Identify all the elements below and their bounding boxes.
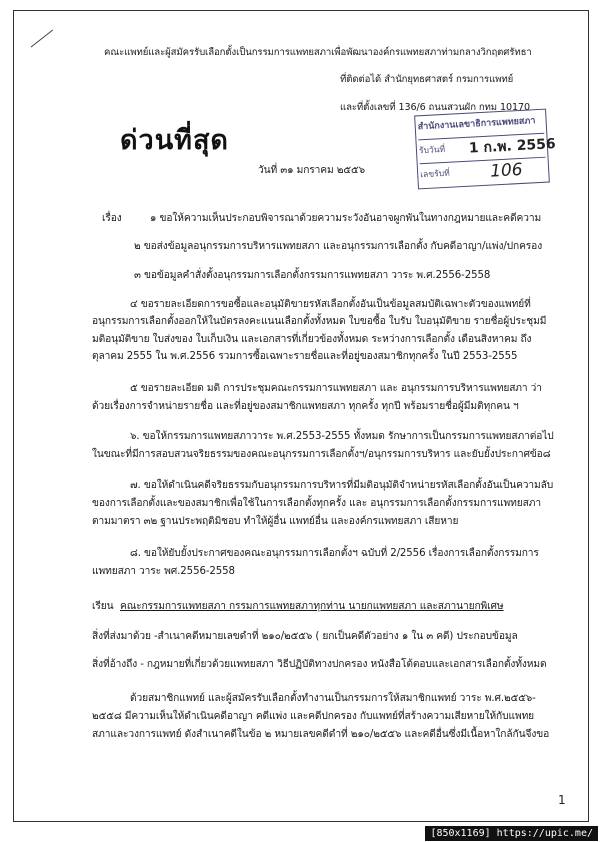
header-line-3: และที่ตั้งเลขที่ 136/6 ถนนสวนผัก กทม 10170 — [340, 102, 530, 113]
page-number: 1 — [558, 793, 566, 807]
body-line-1: ด้วยสมาชิกแพทย์ และผู้สมัครรับเลือกตั้งทำงานเป็นกรรมการให้สมาชิกแพทย์ วาระ พ.ศ.๒๕๕๖- — [130, 693, 536, 704]
stamp-received-value: 1 ก.พ. 2556 — [468, 136, 557, 157]
addressee-label: เรียน — [92, 601, 114, 612]
stamp-received-label: รับวันที่ — [418, 144, 446, 157]
addressee-text: คณะกรรมการแพทยสภา กรรมการแพทยสภาทุกท่าน นายกแพทยสภา และสภานายกพิเศษ — [120, 601, 504, 612]
p6-line-1: ๖. ขอให้กรรมการแพทยสภาวาระ พ.ศ.2553-2555 ทั้งหมด รักษาการเป็นกรรมการแพทยสภาต่อไป — [130, 431, 554, 442]
stamp-number-label: เลขรับที่ — [420, 168, 451, 181]
p4-line-3: มติอนุมัติขาย ใบส่งของ ใบเก็บเงิน และเอกสารที่เกี่ยวข้องทั้งหมด ระหว่างการเลือกตั้ง เดือนสิงหาคม ถึง — [92, 334, 532, 345]
body-line-2: ๒๕๕๘ มีความเห็นให้ดำเนินคดีอาญา คดีแพ่ง และคดีปกครอง กับแพทย์ที่สร้างความเสียหายให้กับแพทย — [92, 711, 535, 722]
p7-line-2: ของการเลือกตั้งและของสมาชิกเพื่อใช้ในการเลือกตั้งทุกครั้ง และ อนุกรรมการเลือกตั้งกรรมการแพทยสภา — [92, 498, 541, 509]
p6-line-2: ในขณะที่มีการสอบสวนจริยธรรมของคณะอนุกรรมการเลือกตั้งฯ/อนุกรรมการบริหาร และยับยั้งประกาศข้อ๘ — [92, 449, 551, 460]
subject-item-1: ๑ ขอให้ความเห็นประกอบพิจารณาด้วยความระวังอันอาจผูกพันในทางกฎหมายและคดีความ — [150, 213, 542, 224]
p8-line-2: แพทยสภา วาระ พศ.2556-2558 — [92, 566, 235, 577]
p7-line-1: ๗. ขอให้ดำเนินคดีจริยธรรมกับอนุกรรมการบริหารที่มีมติอนุมัติจำหน่ายรหัสเลือกตั้งอันเป็นความลับ — [130, 480, 554, 491]
p7-line-3: ตามมาตรา ๓๒ ฐานประพฤติมิชอบ ทำให้ผู้อื่น แพทย์อื่น และองค์กรแพทยสภา เสียหาย — [92, 516, 459, 527]
subject-item-2: ๒ ขอส่งข้อมูลอนุกรรมการบริหารแพทยสภา และอนุกรรมการเลือกตั้ง กับคดีอาญา/แพ่ง/ปกครอง — [134, 241, 543, 252]
p4-line-2: อนุกรรมการเลือกตั้งออกให้ในบัตรลงคะแนนเลือกตั้งทั้งหมด ใบขอซื้อ ใบรับ ใบอนุมัติขาย รายชื่อผู้ประชุมมี — [92, 316, 547, 327]
p5-line-2: ด้วยเรื่องการจำหน่ายรายชื่อ และที่อยู่ของสมาชิกแพทยสภา ทุกครั้ง ทุกปี พร้อมรายชื่อผู้มีมติทุกคน ฯ — [92, 401, 519, 412]
p8-line-1: ๘. ขอให้ยับยั้งประกาศของคณะอนุกรรมการเลือกตั้งฯ ฉบับที่ 2/2556 เรื่องการเลือกตั้งกรรมการ — [130, 548, 539, 559]
urgent-title: ด่วนที่สุด — [120, 125, 229, 156]
p4-line-4: ตุลาคม 2555 ใน พ.ศ.2556 รวมการซื้อเฉพาะรายชื่อและที่อยู่ของสมาชิกทุกครั้ง ในปี 2553-2555 — [92, 351, 518, 362]
p4-line-1: ๔ ขอรายละเอียดการขอซื้อและอนุมัติขายรหัสเลือกตั้งอันเป็นข้อมูลสมบัติเฉพาะตัวของแพทย์ที่ — [130, 299, 531, 310]
stamp-office: สำนักงานเลขาธิการแพทยสภา — [417, 110, 544, 141]
image-host-tag: [850x1169] https://upic.me/ — [425, 826, 598, 841]
body-line-3: สภาและวงการแพทย์ ดังสำเนาคดีในข้อ ๒ หมายเลขคดีดำที่ ๒๑๐/๒๕๕๖ และคดีอื่นซึ่งมีเนื้อหาใกล้กันจึงขอ — [92, 729, 550, 740]
references-line: สิ่งที่อ้างถึง - กฎหมายที่เกี่ยวด้วยแพทยสภา วิธีปฏิบัติทางปกครอง หนังสือโต้ตอบและเอกสารเลือกตั้งทั้งหมด — [92, 659, 547, 670]
subject-item-3: ๓ ขอข้อมูลคำสั่งตั้งอนุกรรมการเลือกตั้งกรรมการแพทยสภา วาระ พ.ศ.2556-2558 — [134, 270, 491, 281]
header-line-2: ที่ติดต่อได้ สำนักยุทธศาสตร์ กรมการแพทย์ — [340, 74, 514, 85]
document-date: วันที่ ๓๑ มกราคม ๒๕๕๖ — [258, 165, 365, 176]
stamp-number-value: 106 — [489, 159, 524, 182]
received-stamp — [414, 109, 557, 190]
attachments-line: สิ่งที่ส่งมาด้วย -สำเนาคดีหมายเลขดำที่ ๒๑๐/๒๕๕๖ ( ยกเป็นคดีตัวอย่าง ๑ ใน ๓ คดี) ประกอบข้อมูล — [92, 631, 518, 642]
p5-line-1: ๕ ขอรายละเอียด มติ การประชุมคณะกรรมการแพทยสภา และ อนุกรรมการบริหารแพทยสภา ว่า — [130, 383, 542, 394]
subject-label: เรื่อง — [102, 213, 122, 224]
header-line-1: คณะแพทย์และผู้สมัครรับเลือกตั้งเป็นกรรมการแพทยสภาเพื่อพัฒนาองค์กรแพทยสภาท่ามกลางวิกฤตศรัทธา — [104, 47, 532, 58]
